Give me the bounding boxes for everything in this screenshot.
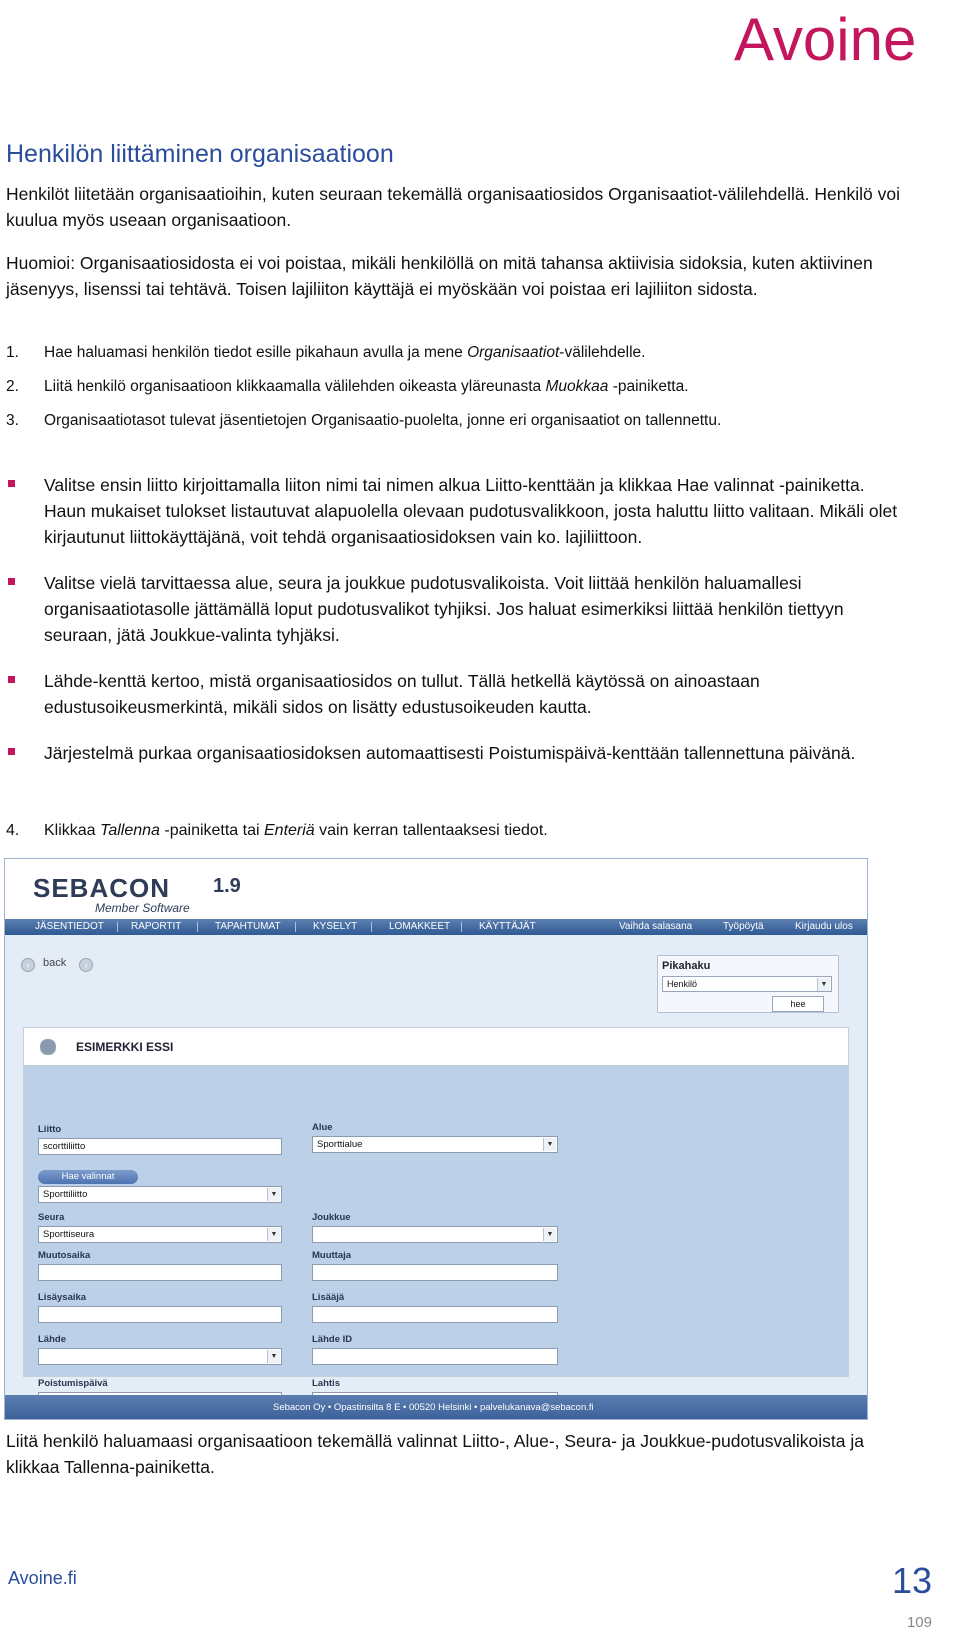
sebacon-footer-text: Sebacon Oy • Opastinsilta 8 E • 00520 Helsinki • palvelukanava@sebacon.fi	[273, 1402, 594, 1413]
footer-site: Avoine.fi	[8, 1568, 77, 1588]
nav-divider	[461, 922, 462, 932]
chevron-down-icon: ▼	[267, 1188, 280, 1201]
nav-divider	[197, 922, 198, 932]
bullet-square-icon	[8, 578, 15, 585]
nav-kyselyt[interactable]: KYSELYT	[313, 921, 358, 932]
nav-jasentiedot[interactable]: JÄSENTIEDOT	[35, 921, 104, 932]
chevron-down-icon: ▼	[543, 1138, 556, 1151]
logo-text: Avoine	[734, 6, 917, 73]
liitto-input[interactable]: scorttiliitto	[38, 1138, 282, 1155]
sebacon-subtitle: Member Software	[95, 901, 190, 915]
sebacon-logo: SEBACON	[33, 873, 171, 903]
page-title: Henkilön liittäminen organisaatioon	[6, 140, 394, 168]
nav-divider	[371, 922, 372, 932]
pikahaku-select[interactable]: Henkilö ▼	[662, 976, 832, 992]
nav-kayttajat[interactable]: KÄYTTÄJÄT	[479, 921, 536, 932]
avoine-logo	[730, 0, 960, 80]
pikahaku-box	[657, 955, 839, 1013]
back-arrow-icon[interactable]: ‹	[21, 958, 35, 972]
pikahaku-title: Pikahaku	[662, 960, 711, 972]
note-paragraph: Huomioi: Organisaatiosidosta ei voi poistaa, mikäli henkilöllä on mitä tahansa aktiivisia sidoksia, kuten aktiivinen jäsenyys, lisenssi tai tehtävä. Toisen lajiliiton käyttäjä ei myöskään voi poistaa eri lajiliiton sidosta.	[6, 253, 873, 299]
nav-tapahtumat[interactable]: TAPAHTUMAT	[215, 921, 281, 932]
sebacon-screenshot	[4, 858, 868, 1420]
joukkue-label: Joukkue	[312, 1212, 351, 1223]
muuttaja-input	[312, 1264, 558, 1281]
back-link[interactable]: back	[43, 957, 67, 969]
poistumispaiva-label: Poistumispäivä	[38, 1378, 108, 1389]
seura-select[interactable]: Sporttiseura ▼	[38, 1226, 282, 1243]
chevron-down-icon: ▼	[267, 1228, 280, 1241]
joukkue-select[interactable]	[312, 1226, 558, 1243]
nav-tyopoyta[interactable]: Työpöytä	[723, 921, 764, 932]
lisaaja-input	[312, 1306, 558, 1323]
main-nav	[5, 919, 868, 935]
lahtis-label: Lahtis	[312, 1378, 340, 1389]
muutosaika-input	[38, 1264, 282, 1281]
person-name: ESIMERKKI ESSI	[76, 1040, 174, 1054]
muuttaja-label: Muuttaja	[312, 1250, 352, 1261]
bullet-square-icon	[8, 676, 15, 683]
pikahaku-button[interactable]: hee	[772, 996, 824, 1012]
bullet-square-icon	[8, 748, 15, 755]
lisaysaika-input	[38, 1306, 282, 1323]
screenshot-caption: Liitä henkilö haluamaasi organisaatioon tekemällä valinnat Liitto-, Alue-, Seura- ja Joukkue-pudotusvalikoista ja klikkaa Tallenna-painiketta.	[6, 1431, 864, 1477]
liitto-label: Liitto	[38, 1124, 62, 1135]
lahde-id-label: Lähde ID	[312, 1334, 353, 1345]
nav-kirjaudu-ulos[interactable]: Kirjaudu ulos	[795, 921, 853, 932]
lahde-select[interactable]	[38, 1348, 282, 1365]
lahde-id-input	[312, 1348, 558, 1365]
lisaysaika-label: Lisäysaika	[38, 1292, 87, 1303]
chevron-down-icon: ▼	[817, 978, 830, 991]
page-total: 109	[906, 1614, 932, 1631]
sebacon-version: 1.9	[213, 875, 241, 897]
person-icon	[40, 1039, 56, 1055]
alue-label: Alue	[312, 1122, 333, 1133]
nav-lomakkeet[interactable]: LOMAKKEET	[389, 921, 451, 932]
bullet-square-icon	[8, 480, 15, 487]
person-header	[23, 1027, 849, 1065]
chevron-down-icon: ▼	[267, 1350, 280, 1363]
nav-divider	[117, 922, 118, 932]
chevron-down-icon: ▼	[543, 1228, 556, 1241]
nav-vaihda-salasana[interactable]: Vaihda salasana	[619, 921, 693, 932]
intro-paragraph: Henkilöt liitetään organisaatioihin, kuten seuraan tekemällä organisaatiosidos Organisaatiot-välilehdellä. Henkilö voi kuulua myös useaan organisaatioon.	[6, 184, 900, 230]
lisaaja-label: Lisääjä	[312, 1292, 345, 1303]
muutosaika-label: Muutosaika	[38, 1250, 91, 1261]
nav-divider	[295, 922, 296, 932]
sebacon-body	[5, 935, 868, 1395]
alue-select[interactable]: Sporttialue ▼	[312, 1136, 558, 1153]
organization-form	[23, 1065, 849, 1389]
sebacon-header	[5, 859, 868, 919]
seura-label: Seura	[38, 1212, 65, 1223]
hae-valinnat-button[interactable]: Hae valinnat	[38, 1170, 138, 1184]
page-number: 13	[891, 1560, 932, 1601]
liitto-select[interactable]: Sporttiliitto ▼	[38, 1186, 282, 1203]
forward-arrow-icon[interactable]: ›	[79, 958, 93, 972]
nav-raportit[interactable]: RAPORTIT	[131, 921, 182, 932]
lahde-label: Lähde	[38, 1334, 66, 1345]
sebacon-footer	[5, 1395, 868, 1420]
